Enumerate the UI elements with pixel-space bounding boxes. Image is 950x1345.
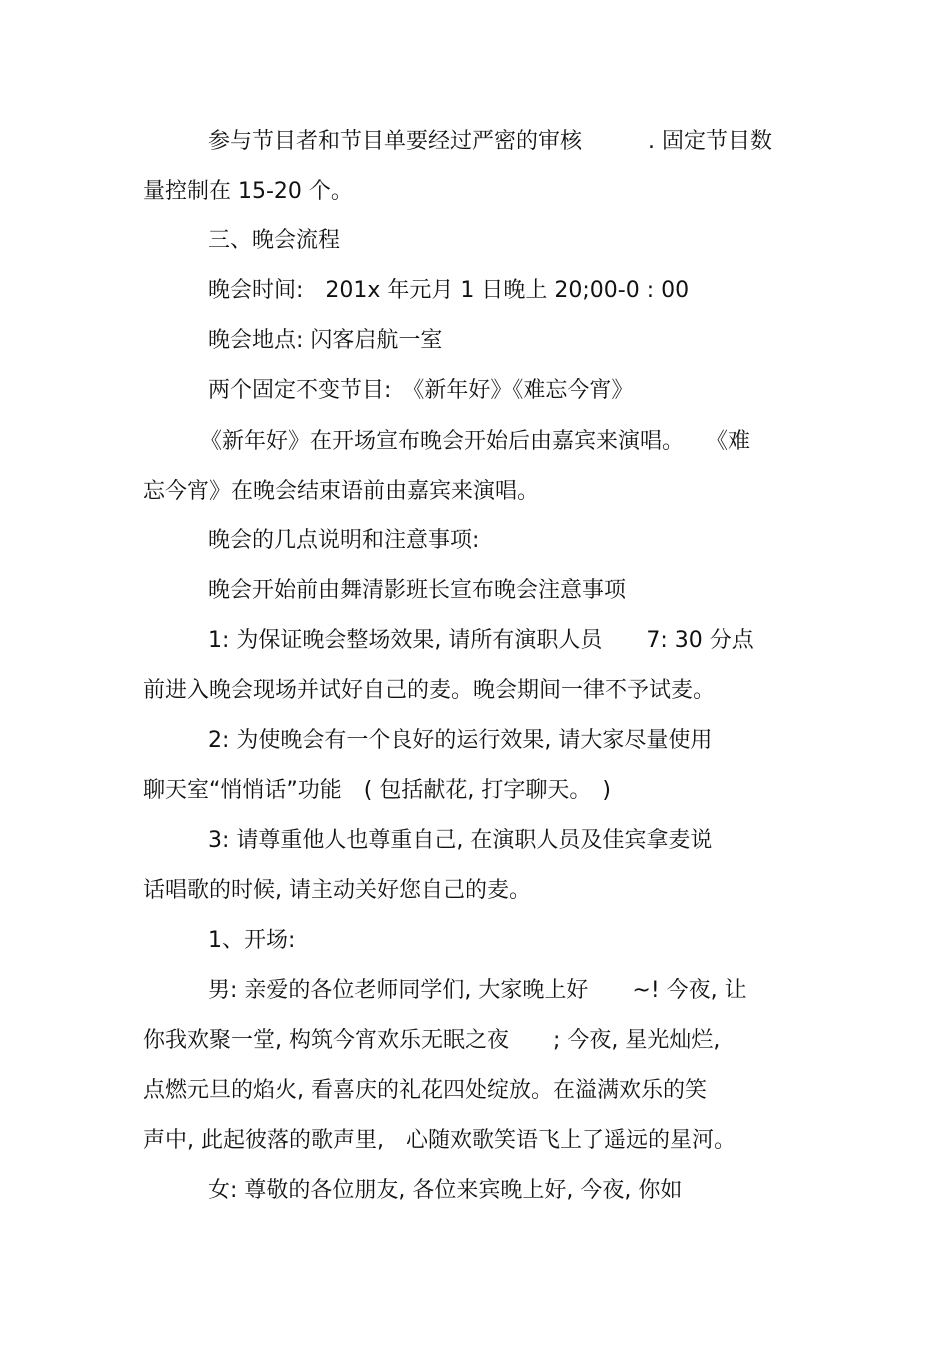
text-line: 你我欢聚一堂, 构筑今宵欢乐无眠之夜 ; 今夜, 星光灿烂,	[143, 1028, 721, 1053]
text-line: 量控制在 15-20 个。	[143, 179, 353, 204]
section-heading: 1、开场:	[208, 928, 296, 953]
text-line: 女: 尊敬的各位朋友, 各位来宾晚上好, 今夜, 你如	[208, 1178, 683, 1203]
text-line: 男: 亲爱的各位老师同学们, 大家晚上好 ~! 今夜, 让	[208, 978, 747, 1003]
section-heading: 三、晚会流程	[208, 228, 341, 253]
text-line: 声中, 此起彼落的歌声里, 心随欢歌笑语飞上了遥远的星河。	[143, 1128, 736, 1153]
text-line: 参与节目者和节目单要经过严密的审核 . 固定节目数	[208, 129, 772, 154]
text-line: 忘今宵》在晚会结束语前由嘉宾来演唱。	[143, 479, 540, 504]
text-line: 3: 请尊重他人也尊重自己, 在演职人员及佳宾拿麦说	[208, 828, 713, 853]
text-line: 晚会地点: 闪客启航一室	[208, 328, 443, 353]
text-line: 前进入晚会现场并试好自己的麦。晚会期间一律不予试麦。	[143, 678, 716, 703]
text-line: 2: 为使晚会有一个良好的运行效果, 请大家尽量使用	[208, 728, 713, 753]
text-line: 晚会开始前由舞清影班长宣布晚会注意事项	[208, 578, 627, 603]
text-line: 1: 为保证晚会整场效果, 请所有演职人员 7: 30 分点	[208, 628, 754, 653]
text-line: 聊天室“悄悄话”功能 ( 包括献花, 打字聊天。 )	[143, 778, 611, 803]
text-line: 话唱歌的时候, 请主动关好您自己的麦。	[143, 878, 531, 903]
text-line: 晚会的几点说明和注意事项:	[208, 528, 480, 553]
text-line: 两个固定不变节目: 《新年好》《难忘今宵》	[208, 378, 634, 403]
text-line: 点燃元旦的焰火, 看喜庆的礼花四处绽放。在溢满欢乐的笑	[143, 1078, 707, 1103]
text-line: 晚会时间: 201x 年元月 1 日晚上 20;00-0 : 00	[208, 278, 690, 303]
text-line: 《新年好》在开场宣布晚会开始后由嘉宾来演唱。 《难	[200, 429, 751, 454]
